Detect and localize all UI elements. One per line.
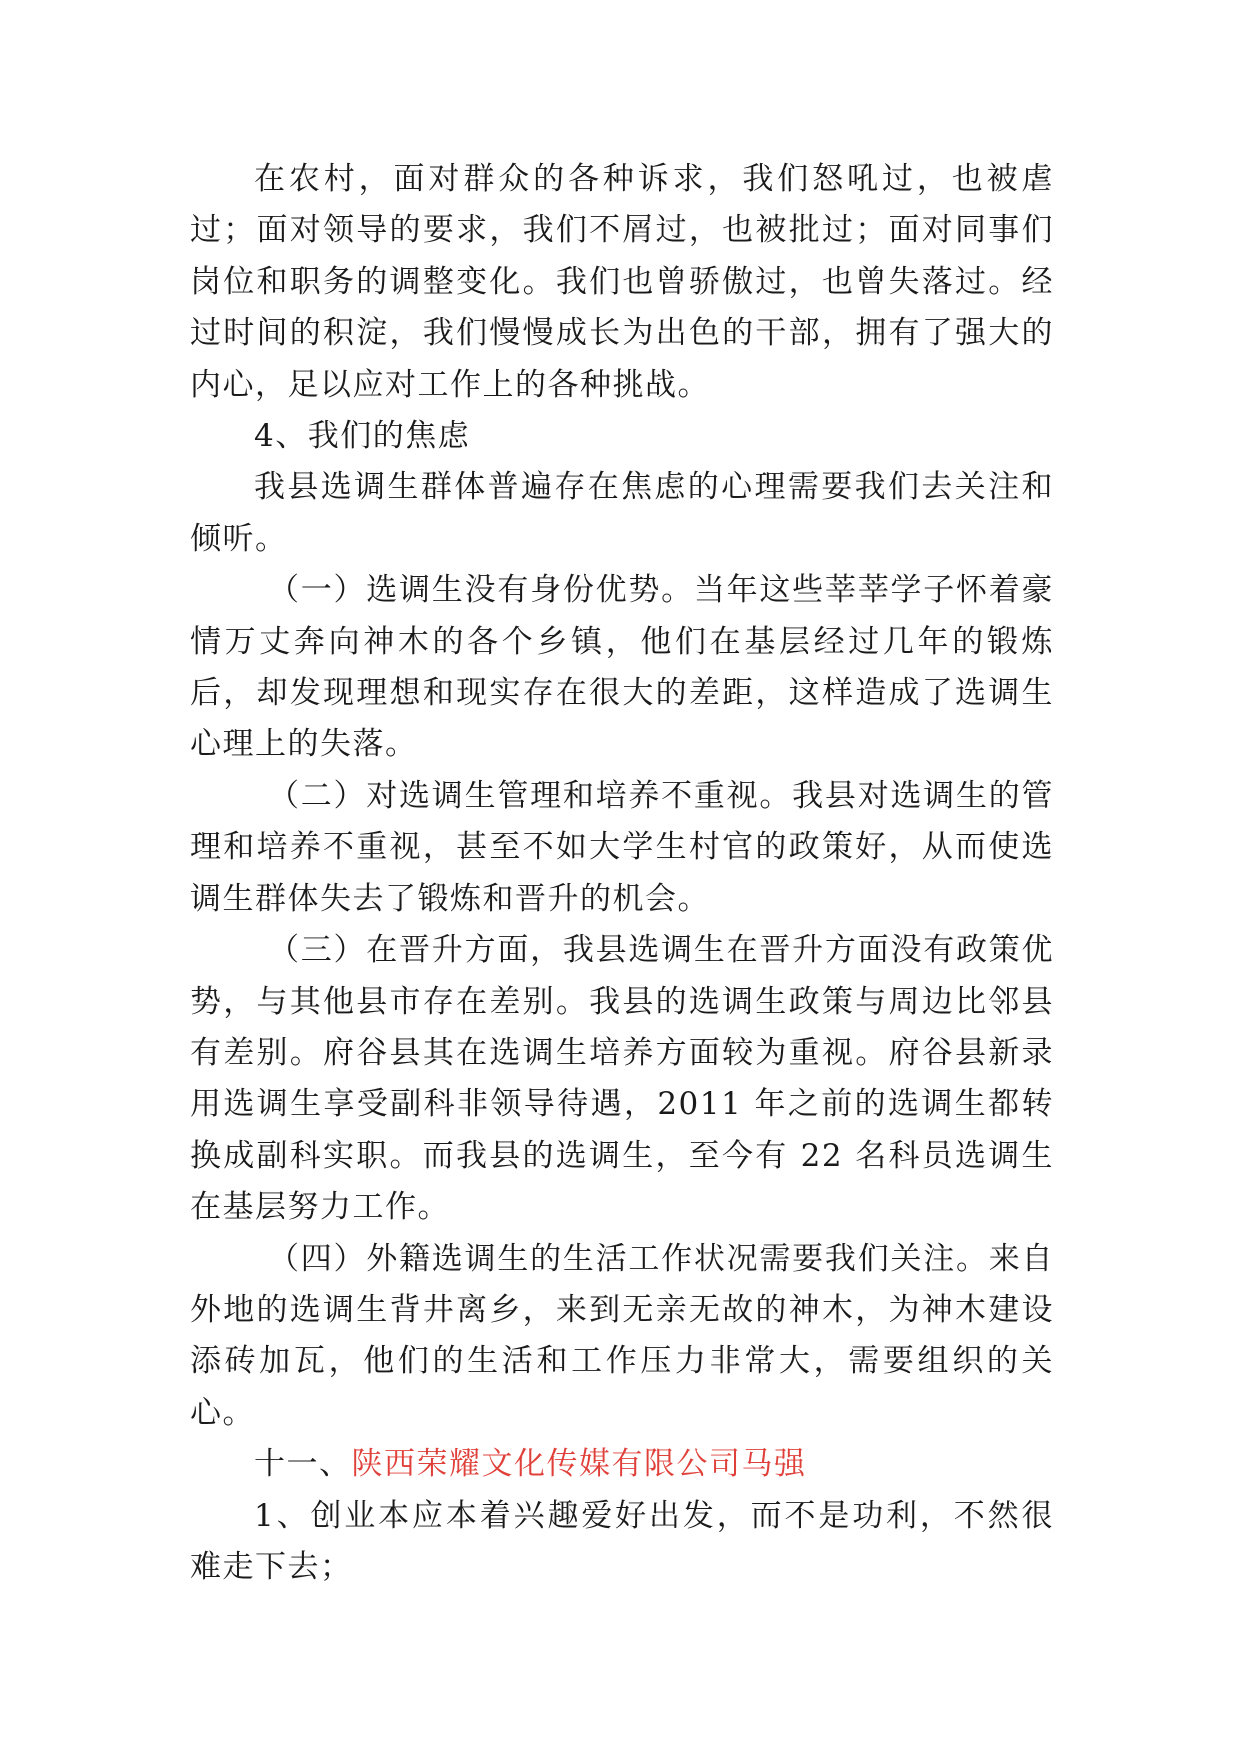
paragraph-point-three: （三）在晋升方面，我县选调生在晋升方面没有政策优势，与其他县市存在差别。我县的选调生政策与周边比邻县有差别。府谷县其在选调生培养方面较为重视。府谷县新录用选调生享受副科非领导待遇，2011 年之前的选调生都转换成副科实职。而我县的选调生，至今有 22 名科员选调生在基层努力工作。 [190, 932, 1054, 1226]
paragraph-rural-experience: 在农村，面对群众的各种诉求，我们怒吼过，也被虐过；面对领导的要求，我们不屑过，也被批过；面对同事们岗位和职务的调整变化。我们也曾骄傲过，也曾失落过。经过时间的积淀，我们慢慢成长为出色的干部，拥有了强大的内心，足以应对工作上的各种挑战。 [190, 161, 1054, 403]
document-body [190, 154, 1054, 1593]
section-heading-anxiety: 4、我们的焦虑 [254, 418, 471, 455]
paragraph-point-four: （四）外籍选调生的生活工作状况需要我们关注。来自外地的选调生背井离乡，来到无亲无故的神木，为神木建设添砖加瓦，他们的生活和工作压力非常大，需要组织的关心。 [190, 1240, 1054, 1431]
section-heading-eleven-prefix: 十一、 [254, 1446, 352, 1483]
company-name-highlight: 陕西荣耀文化传媒有限公司马强 [351, 1446, 807, 1483]
paragraph-point-two: （二）对选调生管理和培养不重视。我县对选调生的管理和培养不重视，甚至不如大学生村官的政策好，从而使选调生群体失去了锻炼和晋升的机会。 [190, 777, 1054, 917]
section-heading-eleven [190, 1439, 1054, 1490]
paragraph-anxiety-intro: 我县选调生群体普遍存在焦虑的心理需要我们去关注和倾听。 [190, 469, 1054, 557]
paragraph-point-one: （一）选调生没有身份优势。当年这些莘莘学子怀着豪情万丈奔向神木的各个乡镇，他们在基层经过几年的锻炼后，却发现理想和现实存在很大的差距，这样造成了选调生心理上的失落。 [190, 572, 1054, 763]
paragraph-startup-advice: 1、创业本应本着兴趣爱好出发，而不是功利，不然很难走下去； [190, 1497, 1054, 1585]
